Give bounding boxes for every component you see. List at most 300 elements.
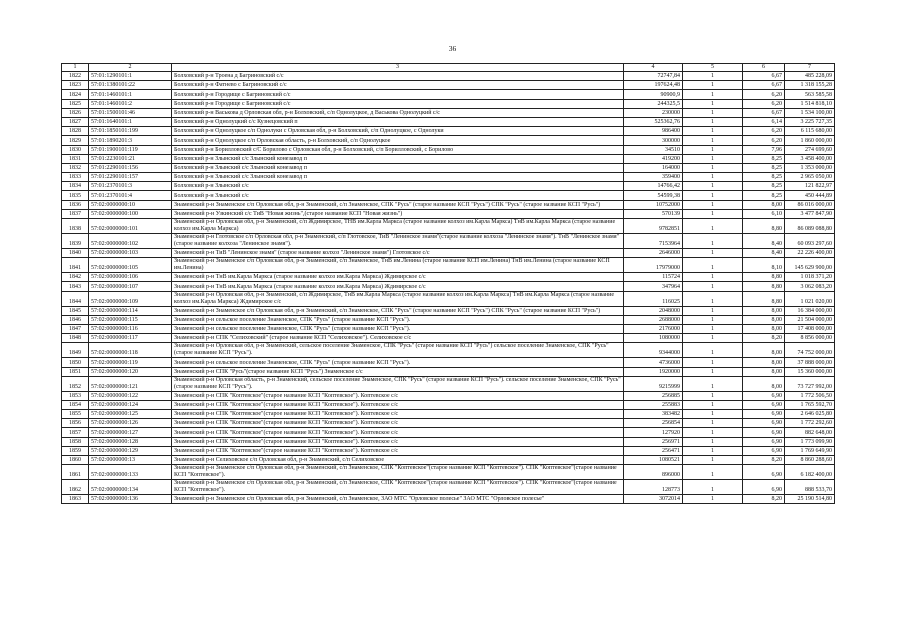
- cadastral-value-cell: 121 822,97: [785, 182, 835, 191]
- cadastral-number-cell: 57:02:0000000:101: [89, 219, 172, 234]
- rate-cell: 6,20: [743, 136, 785, 145]
- location-description-cell: Знаменский р-н СПК "Коптевское"(старое название КСП "Коптевское"). Коптевское с/с: [172, 446, 624, 455]
- table-row: [62, 306, 835, 315]
- row-number-cell: 1852: [62, 376, 89, 391]
- location-description-cell: Болховский р-н Однолуцкий с/с Кузнецовский п: [172, 117, 624, 126]
- rate-cell: 8,40: [743, 249, 785, 258]
- cadastral-number-cell: 57:01:2370101:3: [89, 182, 172, 191]
- quantity-cell: 1: [683, 108, 743, 117]
- quantity-cell: 1: [683, 136, 743, 145]
- cadastral-value-cell: 1 769 649,90: [785, 446, 835, 455]
- table-row: [62, 400, 835, 409]
- cadastral-value-cell: 15 360 000,00: [785, 367, 835, 376]
- area-cell: 4736000: [624, 358, 683, 367]
- area-cell: 90900,9: [624, 90, 683, 99]
- cadastral-value-cell: 1 514 818,10: [785, 99, 835, 108]
- area-cell: 256471: [624, 446, 683, 455]
- area-cell: 570139: [624, 209, 683, 218]
- column-header: 1: [62, 64, 89, 72]
- rate-cell: 6,90: [743, 391, 785, 400]
- location-description-cell: Болховский р-н Злынский с/с Злынский конезавод п: [172, 173, 624, 182]
- area-cell: 128773: [624, 480, 683, 495]
- rate-cell: 8,80: [743, 291, 785, 306]
- rate-cell: 6,90: [743, 465, 785, 480]
- location-description-cell: Знаменский р-н Орловская обл, р-н Знаменский, с/п Ждимирское, ТНВ им.Карла Маркса (старое название колхоз им.Карла Маркса) ТнВ им.Карла Маркса (старое название колхоз им.Карла Маркса): [172, 219, 624, 234]
- rate-cell: 8,40: [743, 234, 785, 249]
- row-number-cell: 1825: [62, 99, 89, 108]
- area-cell: 2176000: [624, 324, 683, 333]
- row-number-cell: 1848: [62, 334, 89, 343]
- location-description-cell: Знаменский р-н Знаменское с/п Орловская обл, р-н Знаменский, с/п Знаменское, СПК "Русь" (старое название КСП "Русь") СПК "Русь" (старое название КСП "Русь"): [172, 200, 624, 209]
- table-row: [62, 410, 835, 419]
- area-cell: 383482: [624, 410, 683, 419]
- rate-cell: 8,80: [743, 282, 785, 291]
- row-number-cell: 1843: [62, 282, 89, 291]
- table-row: [62, 219, 835, 234]
- cadastral-number-cell: 57:01:1380101:22: [89, 81, 172, 90]
- cadastral-value-cell: 86 016 000,00: [785, 200, 835, 209]
- row-number-cell: 1849: [62, 343, 89, 358]
- cadastral-number-cell: 57:02:0000000:115: [89, 315, 172, 324]
- table-row: [62, 358, 835, 367]
- column-header: 7: [785, 64, 835, 72]
- cadastral-value-cell: 2 965 050,00: [785, 173, 835, 182]
- location-description-cell: Знаменский р-н СПК "Коптевское"(старое название КСП "Коптевское"). Коптевское с/с: [172, 428, 624, 437]
- column-header: 3: [172, 64, 624, 72]
- row-number-cell: 1857: [62, 428, 89, 437]
- row-number-cell: 1838: [62, 219, 89, 234]
- cadastral-number-cell: 57:02:0000000:125: [89, 410, 172, 419]
- table-row: [62, 191, 835, 200]
- cadastral-value-cell: 17 408 000,00: [785, 324, 835, 333]
- cadastral-number-cell: 57:01:1640101:1: [89, 117, 172, 126]
- location-description-cell: Знаменский р-н СПК "Коптевское"(старое название КСП "Коптевское"). Коптевское с/с: [172, 410, 624, 419]
- table-row: [62, 376, 835, 391]
- cadastral-number-cell: 57:02:0000000:136: [89, 495, 172, 504]
- table-row: [62, 334, 835, 343]
- cadastral-number-cell: 57:02:0000000:13: [89, 456, 172, 465]
- rate-cell: 8,00: [743, 324, 785, 333]
- cadastral-value-cell: 25 190 514,80: [785, 495, 835, 504]
- quantity-cell: 1: [683, 428, 743, 437]
- quantity-cell: 1: [683, 437, 743, 446]
- row-number-cell: 1847: [62, 324, 89, 333]
- location-description-cell: Знаменский р-н сельское поселение Знаменское, СПК "Русь" (старое название КСП "Русь").: [172, 324, 624, 333]
- location-description-cell: Болховский р-н Фатнево с Багриновский с/с: [172, 81, 624, 90]
- cadastral-number-cell: 57:02:0000000:127: [89, 428, 172, 437]
- area-cell: 1080000: [624, 334, 683, 343]
- location-description-cell: Болховский р-н Злынский с/с: [172, 182, 624, 191]
- quantity-cell: 1: [683, 219, 743, 234]
- cadastral-value-cell: 274 699,60: [785, 145, 835, 154]
- rate-cell: 8,00: [743, 306, 785, 315]
- area-cell: 9344000: [624, 343, 683, 358]
- cadastral-value-cell: 563 585,58: [785, 90, 835, 99]
- area-cell: 1080521: [624, 456, 683, 465]
- area-cell: 525362,76: [624, 117, 683, 126]
- cadastral-number-cell: 57:01:2370101:4: [89, 191, 172, 200]
- cadastral-value-cell: 1 773 099,90: [785, 437, 835, 446]
- area-cell: 17979000: [624, 258, 683, 273]
- table-row: [62, 343, 835, 358]
- cadastral-number-cell: 57:01:1500101:46: [89, 108, 172, 117]
- area-cell: 419200: [624, 154, 683, 163]
- row-number-cell: 1861: [62, 465, 89, 480]
- area-cell: 359400: [624, 173, 683, 182]
- quantity-cell: 1: [683, 273, 743, 282]
- quantity-cell: 1: [683, 410, 743, 419]
- cadastral-value-cell: 16 384 000,00: [785, 306, 835, 315]
- rate-cell: 6,67: [743, 81, 785, 90]
- area-cell: 2048000: [624, 306, 683, 315]
- cadastral-value-cell: 3 225 727,35: [785, 117, 835, 126]
- rate-cell: 8,80: [743, 273, 785, 282]
- cadastral-value-cell: 1 534 100,00: [785, 108, 835, 117]
- rate-cell: 6,20: [743, 99, 785, 108]
- cadastral-number-cell: 57:02:0000000:122: [89, 391, 172, 400]
- rate-cell: 6,20: [743, 90, 785, 99]
- quantity-cell: 1: [683, 81, 743, 90]
- table-row: [62, 273, 835, 282]
- column-header: 2: [89, 64, 172, 72]
- quantity-cell: 1: [683, 72, 743, 81]
- rate-cell: 6,67: [743, 72, 785, 81]
- row-number-cell: 1839: [62, 234, 89, 249]
- location-description-cell: Болховский р-н Городище с Багриновский с/с: [172, 90, 624, 99]
- location-description-cell: Болховский р-н Однолуцкое с/п Однолуки с Орловская обл, р-н Болховский, с/п Однолуцкое, с Однолуки: [172, 127, 624, 136]
- quantity-cell: 1: [683, 306, 743, 315]
- cadastral-value-cell: 86 089 088,80: [785, 219, 835, 234]
- row-number-cell: 1855: [62, 410, 89, 419]
- cadastral-number-cell: 57:02:0000000:106: [89, 273, 172, 282]
- column-number-header-row: [62, 64, 835, 72]
- location-description-cell: Болховский р-н Троена д Багриновский с/с: [172, 72, 624, 81]
- cadastral-value-cell: 1 353 000,00: [785, 163, 835, 172]
- cadastral-value-cell: 1 860 000,00: [785, 136, 835, 145]
- row-number-cell: 1833: [62, 173, 89, 182]
- table-row: [62, 182, 835, 191]
- location-description-cell: Знаменский р-н СПК "Коптевское"(старое название КСП "Коптевское"). Коптевское с/с: [172, 437, 624, 446]
- cadastral-value-cell: 1 318 155,28: [785, 81, 835, 90]
- table-row: [62, 367, 835, 376]
- table-row: [62, 163, 835, 172]
- area-cell: 197624,48: [624, 81, 683, 90]
- cadastral-number-cell: 57:02:0000000:117: [89, 334, 172, 343]
- area-cell: 256885: [624, 391, 683, 400]
- table-row: [62, 495, 835, 504]
- row-number-cell: 1827: [62, 117, 89, 126]
- area-cell: 256854: [624, 419, 683, 428]
- cadastral-number-cell: 57:02:0000000:134: [89, 480, 172, 495]
- cadastral-value-cell: 3 477 847,90: [785, 209, 835, 218]
- cadastral-number-cell: 57:02:0000000:121: [89, 376, 172, 391]
- cadastral-value-cell: 3 458 400,00: [785, 154, 835, 163]
- row-number-cell: 1844: [62, 291, 89, 306]
- rate-cell: 8,10: [743, 258, 785, 273]
- quantity-cell: 1: [683, 358, 743, 367]
- table-row: [62, 282, 835, 291]
- cadastral-value-cell: 888 533,70: [785, 480, 835, 495]
- row-number-cell: 1826: [62, 108, 89, 117]
- location-description-cell: Знаменский р-н ТиВ "Ленинское знамя" (старое название колхоз "Ленинское знамя") Глотовское с/с: [172, 249, 624, 258]
- cadastral-number-cell: 57:01:1460101:1: [89, 90, 172, 99]
- quantity-cell: 1: [683, 90, 743, 99]
- table-row: [62, 480, 835, 495]
- row-number-cell: 1824: [62, 90, 89, 99]
- row-number-cell: 1863: [62, 495, 89, 504]
- cadastral-value-cell: 1 765 592,70: [785, 400, 835, 409]
- cadastral-number-cell: 57:01:2290101:156: [89, 163, 172, 172]
- row-number-cell: 1860: [62, 456, 89, 465]
- quantity-cell: 1: [683, 291, 743, 306]
- location-description-cell: Знаменский р-н Знаменское с/п Орловская обл, р-н Знаменский, с/п Знаменское, ТнВ им.Ленина (старое название КСП им.Ленина) ТнВ им.Ленина (старое название КСП им.Ленина): [172, 258, 624, 273]
- location-description-cell: Знаменский р-н СПК "Коптевское"(старое название КСП "Коптевское"). Коптевское с/с: [172, 391, 624, 400]
- quantity-cell: 1: [683, 391, 743, 400]
- location-description-cell: Знаменский р-н Знаменское с/п Орловская обл, р-н Знаменский, с/п Знаменское, СПК "Коптевское"(старое название КСП "Коптевское"). СПК "Коптевское"(старое название КСП "Коптевское").: [172, 480, 624, 495]
- rate-cell: 6,67: [743, 108, 785, 117]
- row-number-cell: 1856: [62, 419, 89, 428]
- cadastral-value-cell: 145 629 900,00: [785, 258, 835, 273]
- location-description-cell: Болховский р-н Васькова д Орловская обл, р-н Болховский, с/п Однолуцкое, д Васькова Однолуцкий с/с: [172, 108, 624, 117]
- rate-cell: 8,00: [743, 200, 785, 209]
- rate-cell: 8,00: [743, 358, 785, 367]
- cadastral-value-cell: 8 856 000,00: [785, 334, 835, 343]
- quantity-cell: 1: [683, 465, 743, 480]
- row-number-cell: 1850: [62, 358, 89, 367]
- quantity-cell: 1: [683, 127, 743, 136]
- table-row: [62, 136, 835, 145]
- cadastral-value-cell: 22 226 400,00: [785, 249, 835, 258]
- table-row: [62, 81, 835, 90]
- rate-cell: 6,90: [743, 419, 785, 428]
- location-description-cell: Знаменский р-н ТнВ им.Карла Маркса (старое название колхоз им.Карла Маркса) Ждимирское с/с: [172, 273, 624, 282]
- cadastral-value-cell: 73 727 992,00: [785, 376, 835, 391]
- quantity-cell: 1: [683, 367, 743, 376]
- cadastral-number-cell: 57:02:0000000:102: [89, 234, 172, 249]
- table-row: [62, 324, 835, 333]
- table-row: [62, 72, 835, 81]
- rate-cell: 6,90: [743, 410, 785, 419]
- quantity-cell: 1: [683, 99, 743, 108]
- location-description-cell: Знаменский р-н Глотовское с/п Орловская обл, р-н Знаменский, с/п Глотовское, ТиВ "Ленинское знамя"(старое название колхоза "Ленинское знамя"). ТнВ "Ленинское знамя"(старое название колхоза "Ленинское знамя").: [172, 234, 624, 249]
- cadastral-value-cell: 1 018 371,20: [785, 273, 835, 282]
- quantity-cell: 1: [683, 145, 743, 154]
- quantity-cell: 1: [683, 282, 743, 291]
- row-number-cell: 1859: [62, 446, 89, 455]
- quantity-cell: 1: [683, 334, 743, 343]
- location-description-cell: Знаменский р-н Узкинский с/с ТиВ "Новая жизнь",(старое название КСП "Новая жизнь"): [172, 209, 624, 218]
- row-number-cell: 1832: [62, 163, 89, 172]
- area-cell: 127920: [624, 428, 683, 437]
- table-row: [62, 200, 835, 209]
- quantity-cell: 1: [683, 191, 743, 200]
- quantity-cell: 1: [683, 446, 743, 455]
- cadastral-number-cell: 57:01:1850101:199: [89, 127, 172, 136]
- location-description-cell: Знаменский р-н Знаменское с/п Орловская обл, р-н Знаменский, с/п Знаменское, СПК "Коптевское"(старое название КСП "Коптевское"). СПК "Коптевское"(старое название КСП "Коптевское").: [172, 465, 624, 480]
- quantity-cell: 1: [683, 234, 743, 249]
- row-number-cell: 1829: [62, 136, 89, 145]
- cadastral-number-cell: 57:02:0000000:100: [89, 209, 172, 218]
- area-cell: 3072014: [624, 495, 683, 504]
- area-cell: 986400: [624, 127, 683, 136]
- area-cell: 896000: [624, 465, 683, 480]
- cadastral-number-cell: 57:02:0000000:118: [89, 343, 172, 358]
- area-cell: 244325,5: [624, 99, 683, 108]
- table-row: [62, 419, 835, 428]
- location-description-cell: Знаменский р-н ТнВ им.Карла Маркса (старое название колхоз им.Карла Маркса) Ждимирское с/с: [172, 282, 624, 291]
- row-number-cell: 1842: [62, 273, 89, 282]
- location-description-cell: Знаменский р-н Орловская обл, р-н Знаменский, сельское поселение Знаменское, СПК "Русь" (старое название КСП "Русь") сельское поселение Знаменское, СПК "Русь" (старое название КСП "Русь").: [172, 343, 624, 358]
- cadastral-number-cell: 57:01:1290101:1: [89, 72, 172, 81]
- rate-cell: 6,20: [743, 127, 785, 136]
- rate-cell: 8,00: [743, 315, 785, 324]
- location-description-cell: Знаменский р-н сельское поселение Знаменское, СПК "Русь" (старое название КСП "Русь").: [172, 358, 624, 367]
- rate-cell: 6,90: [743, 480, 785, 495]
- cadastral-value-cell: 6 182 400,00: [785, 465, 835, 480]
- location-description-cell: Знаменский р-н СПК "Коптевское"(старое название КСП "Коптевское"). Коптевское с/с: [172, 400, 624, 409]
- cadastral-number-cell: 57:02:0000000:128: [89, 437, 172, 446]
- location-description-cell: Знаменский р-н Знаменское с/п Орловская обл, р-н Знаменский, с/п Знаменское, СПК "Русь" (старое название КСП "Русь") СПК "Русь" (старое название КСП "Русь"): [172, 306, 624, 315]
- rate-cell: 6,90: [743, 400, 785, 409]
- row-number-cell: 1835: [62, 191, 89, 200]
- area-cell: 54599,38: [624, 191, 683, 200]
- row-number-cell: 1853: [62, 391, 89, 400]
- quantity-cell: 1: [683, 400, 743, 409]
- rate-cell: 8,20: [743, 334, 785, 343]
- row-number-cell: 1828: [62, 127, 89, 136]
- table-row: [62, 249, 835, 258]
- quantity-cell: 1: [683, 249, 743, 258]
- cadastral-value-cell: 450 444,89: [785, 191, 835, 200]
- table-row: [62, 127, 835, 136]
- row-number-cell: 1831: [62, 154, 89, 163]
- rate-cell: 8,25: [743, 191, 785, 200]
- cadastral-value-cell: 3 062 083,20: [785, 282, 835, 291]
- quantity-cell: 1: [683, 173, 743, 182]
- quantity-cell: 1: [683, 456, 743, 465]
- cadastral-number-cell: 57:02:0000000:129: [89, 446, 172, 455]
- land-registry-table: [61, 63, 835, 504]
- cadastral-value-cell: 882 648,00: [785, 428, 835, 437]
- location-description-cell: Знаменский р-н СПК "Русь"(старое название КСП "Русь") Знаменское с/с: [172, 367, 624, 376]
- quantity-cell: 1: [683, 163, 743, 172]
- row-number-cell: 1841: [62, 258, 89, 273]
- table-row: [62, 90, 835, 99]
- rate-cell: 8,25: [743, 163, 785, 172]
- table-row: [62, 465, 835, 480]
- area-cell: 9782851: [624, 219, 683, 234]
- location-description-cell: Болховский р-н Злынский с/с Злынский конезавод п: [172, 154, 624, 163]
- cadastral-value-cell: 485 228,09: [785, 72, 835, 81]
- area-cell: 14766,42: [624, 182, 683, 191]
- table-row: [62, 173, 835, 182]
- rate-cell: 8,20: [743, 495, 785, 504]
- table-row: [62, 209, 835, 218]
- table-row: [62, 437, 835, 446]
- cadastral-value-cell: 8 860 288,60: [785, 456, 835, 465]
- quantity-cell: 1: [683, 182, 743, 191]
- area-cell: 9215999: [624, 376, 683, 391]
- area-cell: 230000: [624, 108, 683, 117]
- row-number-cell: 1840: [62, 249, 89, 258]
- cadastral-number-cell: 57:02:0000000:107: [89, 282, 172, 291]
- area-cell: 34510: [624, 145, 683, 154]
- cadastral-number-cell: 57:02:0000000:124: [89, 400, 172, 409]
- column-header: 4: [624, 64, 683, 72]
- row-number-cell: 1822: [62, 72, 89, 81]
- cadastral-number-cell: 57:02:0000000:109: [89, 291, 172, 306]
- area-cell: 347964: [624, 282, 683, 291]
- location-description-cell: Знаменский р-н сельское поселение Знаменское, СПК "Русь" (старое название КСП "Русь").: [172, 315, 624, 324]
- location-description-cell: Болховский р-н Злынский с/с Злынский конезавод п: [172, 163, 624, 172]
- cadastral-value-cell: 2 646 025,80: [785, 410, 835, 419]
- area-cell: 7153964: [624, 234, 683, 249]
- location-description-cell: Знаменский р-н СПК "Коптевское"(старое название КСП "Коптевское"). Коптевское с/с: [172, 419, 624, 428]
- table-row: [62, 234, 835, 249]
- cadastral-number-cell: 57:02:0000000:120: [89, 367, 172, 376]
- quantity-cell: 1: [683, 154, 743, 163]
- cadastral-value-cell: 37 888 000,00: [785, 358, 835, 367]
- table-row: [62, 154, 835, 163]
- rate-cell: 7,96: [743, 145, 785, 154]
- area-cell: 72747,84: [624, 72, 683, 81]
- cadastral-value-cell: 60 093 297,60: [785, 234, 835, 249]
- page-number: 36: [448, 44, 457, 53]
- cadastral-number-cell: 57:02:0000000:116: [89, 324, 172, 333]
- area-cell: 300000: [624, 136, 683, 145]
- quantity-cell: 1: [683, 495, 743, 504]
- cadastral-value-cell: 74 752 000,00: [785, 343, 835, 358]
- table-row: [62, 145, 835, 154]
- area-cell: 256971: [624, 437, 683, 446]
- rate-cell: 6,14: [743, 117, 785, 126]
- area-cell: 2646000: [624, 249, 683, 258]
- area-cell: 255883: [624, 400, 683, 409]
- cadastral-number-cell: 57:02:0000000:114: [89, 306, 172, 315]
- quantity-cell: 1: [683, 343, 743, 358]
- row-number-cell: 1830: [62, 145, 89, 154]
- cadastral-number-cell: 57:02:0000000:119: [89, 358, 172, 367]
- rate-cell: 6,90: [743, 446, 785, 455]
- location-description-cell: Знаменский р-н Селиховское с/п Орловская обл, р-н Знаменский, с/п Селиховское: [172, 456, 624, 465]
- row-number-cell: 1845: [62, 306, 89, 315]
- rate-cell: 8,00: [743, 343, 785, 358]
- table-row: [62, 446, 835, 455]
- cadastral-number-cell: 57:01:1900101:119: [89, 145, 172, 154]
- cadastral-value-cell: 1 772 292,60: [785, 419, 835, 428]
- row-number-cell: 1837: [62, 209, 89, 218]
- table-row: [62, 456, 835, 465]
- quantity-cell: 1: [683, 324, 743, 333]
- cadastral-number-cell: 57:02:0000000:133: [89, 465, 172, 480]
- rate-cell: 8,00: [743, 376, 785, 391]
- rate-cell: 8,25: [743, 173, 785, 182]
- table-row: [62, 108, 835, 117]
- row-number-cell: 1846: [62, 315, 89, 324]
- location-description-cell: Болховский р-н Городище с Багриновский с/с: [172, 99, 624, 108]
- row-number-cell: 1862: [62, 480, 89, 495]
- quantity-cell: 1: [683, 480, 743, 495]
- table-row: [62, 258, 835, 273]
- cadastral-number-cell: 57:01:1890201:3: [89, 136, 172, 145]
- row-number-cell: 1834: [62, 182, 89, 191]
- area-cell: 115724: [624, 273, 683, 282]
- area-cell: 2688000: [624, 315, 683, 324]
- rate-cell: 6,90: [743, 437, 785, 446]
- rate-cell: 6,90: [743, 428, 785, 437]
- rate-cell: 8,25: [743, 182, 785, 191]
- cadastral-number-cell: 57:01:1460101:2: [89, 99, 172, 108]
